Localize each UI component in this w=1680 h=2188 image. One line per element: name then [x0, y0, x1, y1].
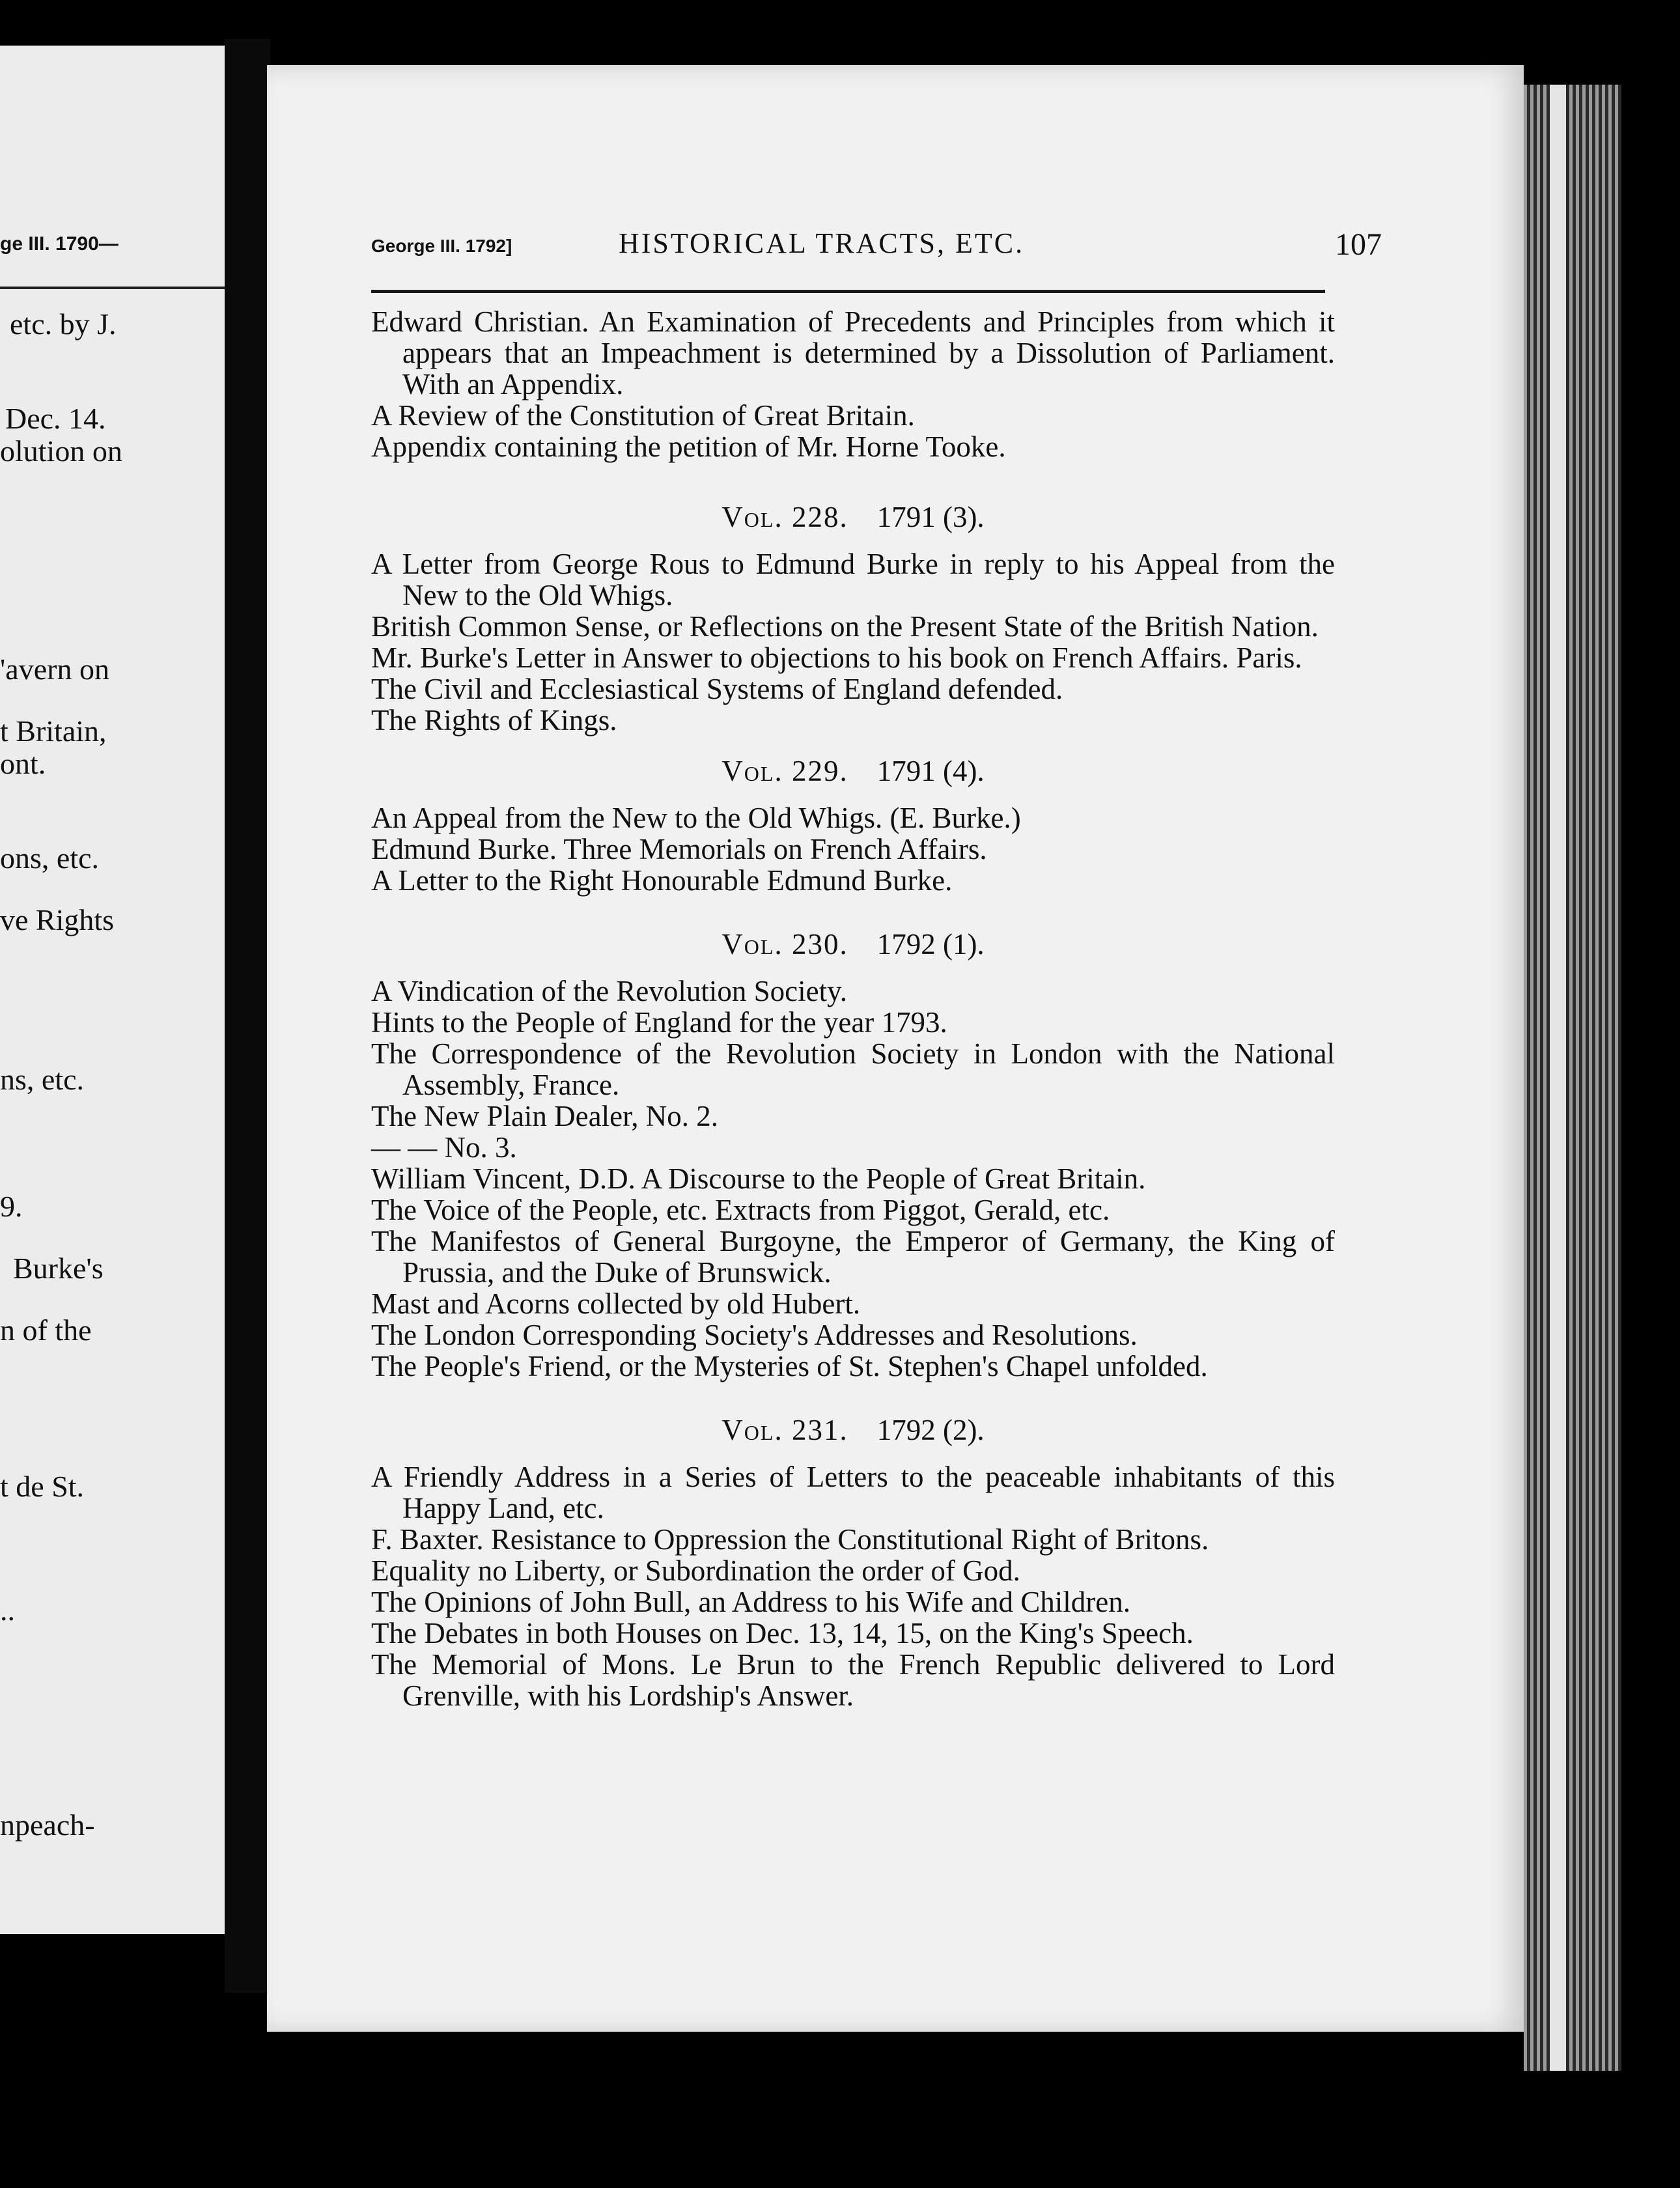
header-rule — [371, 290, 1325, 293]
main-page — [267, 65, 1524, 2032]
volume-230 — [371, 929, 1335, 1382]
volume-number: Vol. 231. — [721, 1414, 848, 1446]
previous-page-line: etc. by J. — [10, 307, 117, 341]
previous-page-line: ve Rights — [0, 903, 115, 936]
previous-page-header: ge III. 1790— — [0, 233, 119, 255]
previous-page-line: n of the — [0, 1313, 92, 1347]
list-item: British Common Sense, or Reflections on the Present State of the British Nation. — [371, 610, 1319, 643]
book-gutter — [225, 39, 270, 1993]
list-item: Hints to the People of England for the year 1793. — [371, 1006, 947, 1039]
previous-page-line: 9. — [0, 1190, 23, 1223]
previous-page-line: t Britain, — [0, 714, 107, 748]
previous-page-line: ont. — [0, 747, 46, 780]
list-item: Mr. Burke's Letter in Answer to objections to his book on French Affairs. Paris. — [371, 641, 1302, 674]
list-item: The London Corresponding Society's Addresses and Resolutions. — [371, 1319, 1138, 1351]
list-item: The Voice of the People, etc. Extracts from Piggot, Gerald, etc. — [371, 1194, 1110, 1226]
page-number: 107 — [1335, 227, 1382, 262]
list-item: The Correspondence of the Revolution Society in London with the National Assembly, France. — [371, 1037, 1335, 1101]
list-item: F. Baxter. Resistance to Oppression the Constitutional Right of Britons. — [371, 1523, 1209, 1556]
volume-229 — [371, 755, 1335, 896]
previous-page-line: Dec. 14. — [5, 402, 106, 435]
list-item: The People's Friend, or the Mysteries of St. Stephen's Chapel unfolded. — [371, 1350, 1208, 1382]
volume-year: 1792 (2). — [876, 1414, 985, 1446]
running-head — [371, 227, 1595, 272]
list-item: The Debates in both Houses on Dec. 13, 14, 15, on the King's Speech. — [371, 1617, 1194, 1649]
list-item: Edmund Burke. Three Memorials on French Affairs. — [371, 833, 987, 865]
volume-heading — [371, 501, 1335, 533]
running-head-reign: George III. 1792] — [371, 236, 512, 256]
list-item: The Manifestos of General Burgoyne, the Emperor of Germany, the King of Prussia, and the Duke of Brunswick. — [371, 1225, 1335, 1289]
running-head-title: HISTORICAL TRACTS, ETC. — [619, 227, 1025, 259]
list-item: The Opinions of John Bull, an Address to his Wife and Children. — [371, 1586, 1131, 1618]
volume-heading — [371, 755, 1335, 787]
list-item: Appendix containing the petition of Mr. Horne Tooke. — [371, 430, 1006, 463]
previous-page-line: Burke's — [13, 1252, 104, 1285]
volume-heading — [371, 929, 1335, 960]
list-item: The New Plain Dealer, No. 2. — [371, 1100, 719, 1132]
volume-heading — [371, 1414, 1335, 1446]
previous-page-line: ns, etc. — [0, 1063, 85, 1096]
volume-number: Vol. 229. — [721, 755, 848, 787]
list-item: A Letter to the Right Honourable Edmund Burke. — [371, 864, 953, 897]
previous-page-line: olution on — [0, 434, 122, 468]
previous-page-rule — [0, 287, 225, 289]
page-content — [371, 306, 1335, 1711]
list-item: — — No. 3. — [371, 1131, 517, 1164]
previous-page-line: t de St. — [0, 1470, 85, 1503]
volume-228 — [371, 501, 1335, 736]
list-item: Equality no Liberty, or Subordination the order of God. — [371, 1554, 1020, 1587]
list-item: A Vindication of the Revolution Society. — [371, 975, 847, 1007]
list-item: A Letter from George Rous to Edmund Burke in reply to his Appeal from the New to the Old Whigs. — [371, 548, 1335, 611]
list-item: The Rights of Kings. — [371, 704, 617, 736]
previous-page-line: .. — [0, 1593, 15, 1627]
previous-page-line: ons, etc. — [0, 841, 100, 875]
page-edges — [1524, 85, 1621, 2071]
list-item: Mast and Acorns collected by old Hubert. — [371, 1287, 861, 1320]
intro-entries — [371, 306, 1335, 462]
list-item: A Friendly Address in a Series of Letters to the peaceable inhabitants of this Happy Land, etc. — [371, 1461, 1335, 1524]
list-item: The Memorial of Mons. Le Brun to the French Republic delivered to Lord Grenville, with his Lordship's Answer. — [371, 1648, 1335, 1712]
previous-page-line: 'avern on — [0, 652, 109, 686]
volume-year: 1791 (4). — [876, 755, 985, 787]
volume-number: Vol. 228. — [721, 501, 848, 533]
list-item: William Vincent, D.D. A Discourse to the People of Great Britain. — [371, 1162, 1146, 1195]
volume-number: Vol. 230. — [721, 928, 848, 961]
previous-page-fragment — [0, 46, 225, 1934]
list-item: A Review of the Constitution of Great Britain. — [371, 399, 915, 432]
list-item: An Appeal from the New to the Old Whigs. (E. Burke.) — [371, 802, 1021, 834]
volume-231 — [371, 1414, 1335, 1711]
volume-year: 1792 (1). — [876, 928, 985, 961]
list-item: Edward Christian. An Examination of Precedents and Principles from which it appears that an Impeachment is determined by a Dissolution of Parliament. With an Appendix. — [371, 305, 1335, 400]
list-item: The Civil and Ecclesiastical Systems of England defended. — [371, 673, 1063, 705]
volume-year: 1791 (3). — [876, 501, 985, 533]
previous-page-line: npeach- — [0, 1808, 95, 1842]
